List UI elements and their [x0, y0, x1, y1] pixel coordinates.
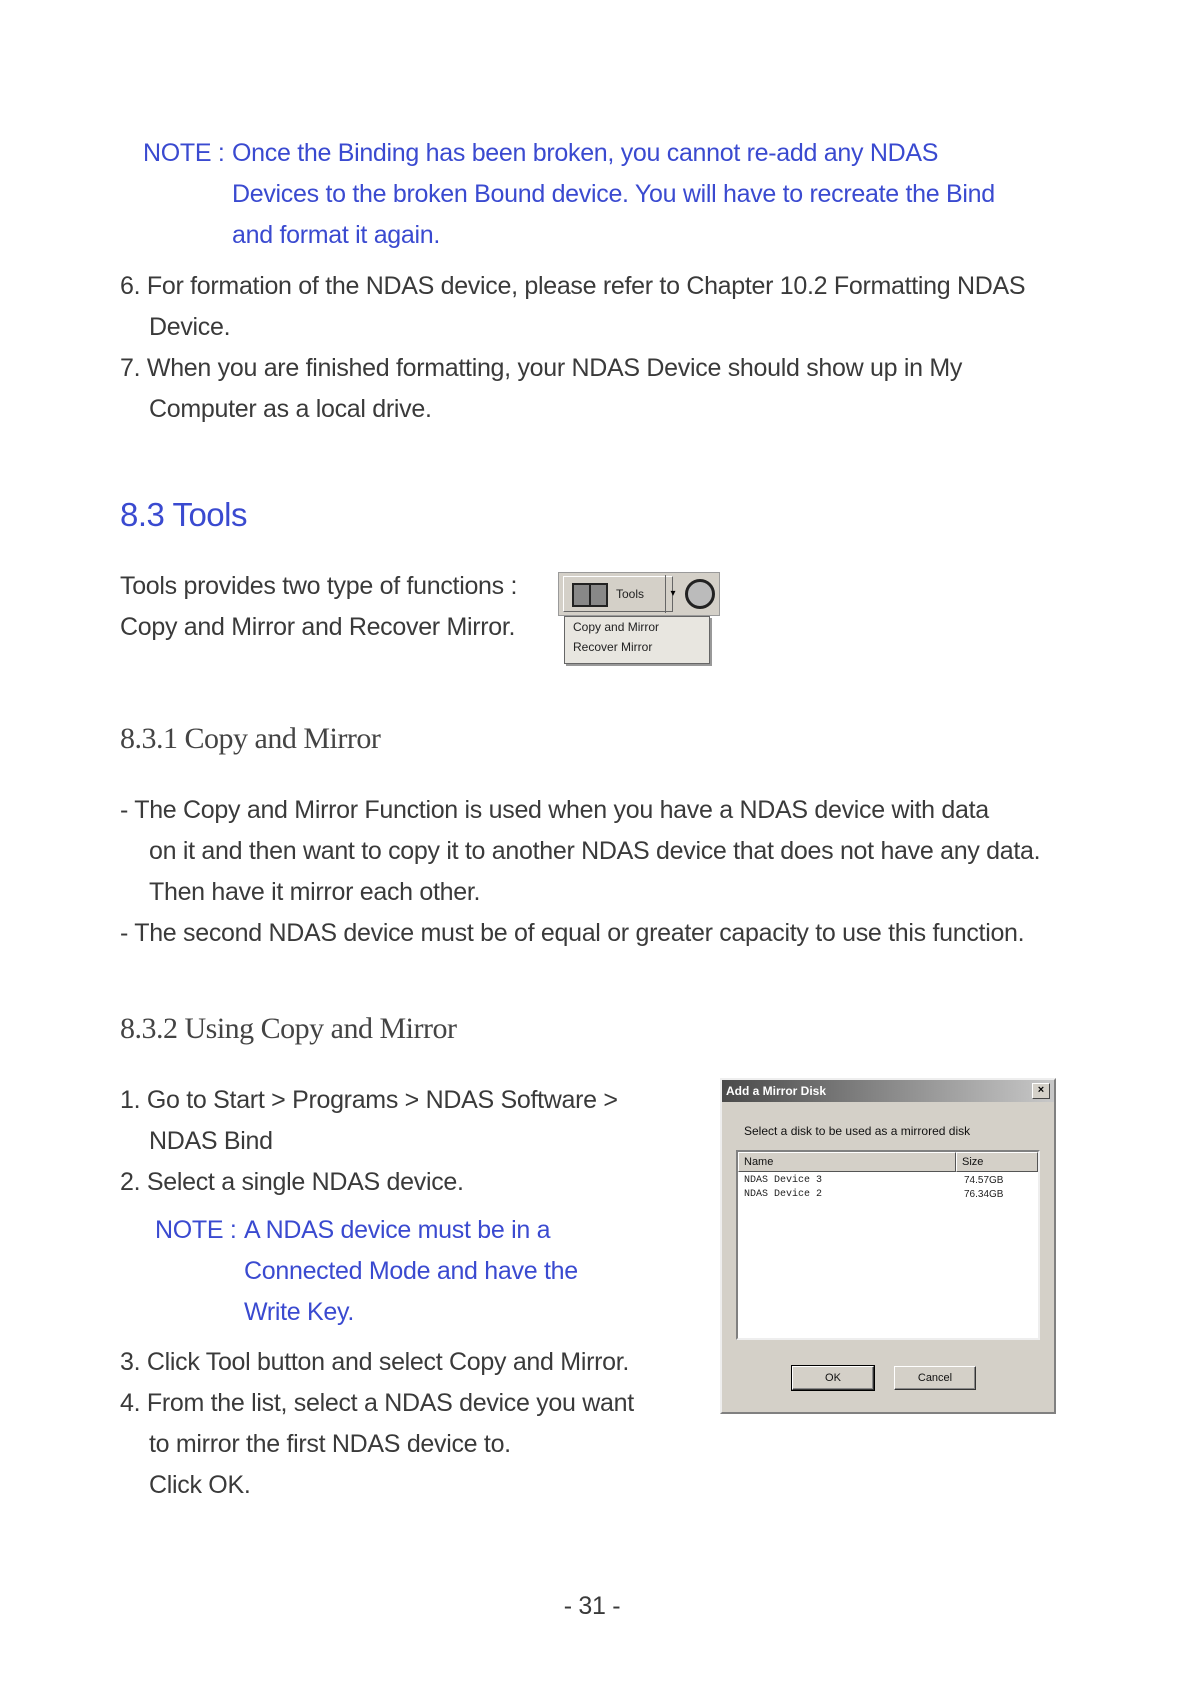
column-header-size[interactable]: Size [956, 1152, 1038, 1172]
disk-name: NDAS Device 2 [744, 1189, 823, 1200]
disk-size: 76.34GB [964, 1189, 1004, 1200]
note-line: A NDAS device must be in a [244, 1216, 551, 1244]
ok-button[interactable]: OK [792, 1366, 874, 1390]
add-mirror-disk-dialog [720, 1078, 1056, 1414]
subsection-heading-copy-and-mirror: 8.3.1 Copy and Mirror [120, 722, 381, 755]
step-6-line: 6. For formation of the NDAS device, please refer to Chapter 10.2 Formatting NDAS [120, 272, 1026, 300]
note-line: and format it again. [232, 221, 441, 249]
cancel-button[interactable]: Cancel [894, 1366, 976, 1390]
tools-button-label: Tools [616, 587, 645, 601]
tools-description: Tools provides two type of functions : [120, 572, 518, 600]
section-heading-tools: 8.3 Tools [120, 496, 247, 533]
bullet-line: - The Copy and Mirror Function is used when you have a NDAS device with data [120, 796, 989, 824]
list-item[interactable] [738, 1188, 1038, 1202]
note-prefix: NOTE : [155, 1216, 237, 1244]
menu-item-copy-and-mirror[interactable]: Copy and Mirror [573, 620, 660, 634]
dropdown-arrow-icon[interactable]: ▾ [665, 575, 680, 613]
menu-item-recover-mirror[interactable]: Recover Mirror [573, 640, 653, 654]
step-4-line: to mirror the first NDAS device to. [149, 1430, 511, 1458]
tools-toolbar [558, 572, 720, 668]
step-2-line: 2. Select a single NDAS device. [120, 1168, 464, 1196]
page-number: - 31 - [563, 1592, 621, 1620]
note-line: Write Key. [244, 1298, 354, 1326]
bullet-line: on it and then want to copy it to another NDAS device that does not have any data. [149, 837, 1041, 865]
tools-button[interactable] [563, 576, 673, 612]
disk-size: 74.57GB [964, 1175, 1004, 1186]
bullet-line: Then have it mirror each other. [149, 878, 481, 906]
dialog-caption: Select a disk to be used as a mirrored disk [744, 1124, 971, 1138]
step-6-line: Device. [149, 313, 231, 341]
close-icon[interactable]: × [1032, 1083, 1050, 1099]
toolbar-bar [558, 572, 720, 616]
column-header-name[interactable]: Name [738, 1152, 956, 1172]
disk-name: NDAS Device 3 [744, 1175, 823, 1186]
step-7-line: Computer as a local drive. [149, 395, 432, 423]
list-item[interactable] [738, 1174, 1038, 1188]
step-1-line: NDAS Bind [149, 1127, 273, 1155]
book-icon [572, 583, 608, 607]
step-7-line: 7. When you are finished formatting, your NDAS Device should show up in My [120, 354, 963, 382]
step-3-line: 3. Click Tool button and select Copy and Mirror. [120, 1348, 630, 1376]
dialog-title: Add a Mirror Disk [722, 1080, 1054, 1102]
disk-icon[interactable] [685, 579, 715, 609]
note-line: Devices to the broken Bound device. You will have to recreate the Bind [232, 180, 995, 208]
bullet-line: - The second NDAS device must be of equal or greater capacity to use this function. [120, 919, 1025, 947]
tools-description: Copy and Mirror and Recover Mirror. [120, 613, 516, 641]
tools-menu [564, 616, 710, 664]
list-header [738, 1152, 1038, 1172]
subsection-heading-using-copy-and-mirror: 8.3.2 Using Copy and Mirror [120, 1012, 457, 1045]
step-4-line: Click OK. [149, 1471, 251, 1499]
disk-list[interactable] [736, 1150, 1040, 1340]
step-1-line: 1. Go to Start > Programs > NDAS Software > [120, 1086, 618, 1114]
note-line: Connected Mode and have the [244, 1257, 578, 1285]
step-4-line: 4. From the list, select a NDAS device you want [120, 1389, 634, 1417]
note-line: Once the Binding has been broken, you cannot re-add any NDAS [232, 139, 939, 167]
note-prefix: NOTE : [143, 139, 225, 167]
